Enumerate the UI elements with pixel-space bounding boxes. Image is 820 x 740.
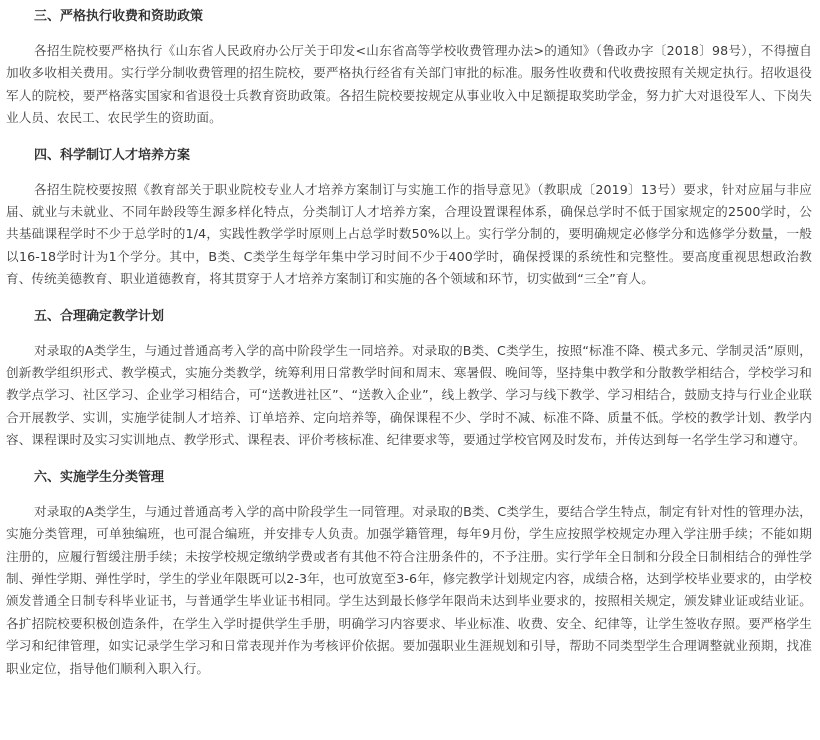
section-heading: 三、严格执行收费和资助政策: [34, 9, 204, 24]
section-paragraph: 各招生院校要严格执行《山东省人民政府办公厅关于印发<山东省高等学校收费管理办法>的通知》（鲁政办字〔2018〕98号），不得擅自加收多收相关费用。实行学分制收费管理的招生院校，要严格执行经省有关部门审批的标准。服务性收费和代收费按照有关规定执行。招收退役军人的院校，要严格落实国家和省退役士兵教育资助政策。各招生院校要按规定从事业收入中足额提取奖助学金，努力扩大对退役军人、下岗失业人员、农民工、农民学生的资助面。: [6, 43, 812, 126]
section-paragraph: 对录取的A类学生，与通过普通高考入学的高中阶段学生一同管理。对录取的B类、C类学生，要结合学生特点，制定有针对性的管理办法，实施分类管理，可单独编班，也可混合编班，并安排专人负责。加强学籍管理，每年9月份，学生应按照学校规定办理入学注册手续；不能如期注册的，应履行暂缓注册手续；未按学校规定缴纳学费或者有其他不符合注册条件的，不予注册。实行学年全日制和分段全日制相结合的弹性学制、弹性学期、弹性学时，学生的学业年限既可以2-3年，也可放宽至3-6年，修完教学计划规定内容，成绩合格，达到学校毕业要求的，由学校颁发普通全日制专科毕业证书，与普通学生毕业证书相同。学生达到最长修学年限尚未达到毕业要求的，按照相关规定，颁发肄业证或结业证。各扩招院校要积极创造条件，在学生入学时提供学生手册，明确学习内容要求、毕业标准、收费、安全、纪律等，让学生签收存照。要严格学生学习和纪律管理，如实记录学生学习和日常表现并作为考核评价依据。要加强职业生涯规划和引导，帮助不同类型学生合理调整就业预期，找准职业定位，指导他们顺利入职入行。: [6, 503, 812, 676]
section-heading: 五、合理确定教学计划: [34, 308, 165, 324]
section-heading: 四、科学制订人才培养方案: [34, 147, 191, 163]
section-paragraph: 对录取的A类学生，与通过普通高考入学的高中阶段学生一同培养。对录取的B类、C类学生，按照“标准不降、模式多元、学制灵活”原则，创新教学组织形式、教学模式，实施分类教学，统筹利用日常教学时间和周末、寒暑假、晚间等，坚持集中教学和分散教学相结合，学校学习和教学点学习、社区学习、企业学习相结合，可“送教进社区”、“送教入企业”，线上教学、学习与线下教学、学习相结合，鼓励支持与行业企业联合开展教学、实训，实施学徒制人才培养、订单培养、定向培养等，确保课程不少、学时不减、标准不降、质量不低。学校的教学计划、教学内容、课程课时及实习实训地点、教学形式、课程表、评价考核标准、纪律要求等，要通过学校官网及时发布，并传达到每一名学生学习和遵守。: [6, 342, 812, 448]
section-heading: 六、实施学生分类管理: [34, 469, 165, 485]
section-paragraph: 各招生院校要按照《教育部关于职业院校专业人才培养方案制订与实施工作的指导意见》（教职成〔2019〕13号）要求，针对应届与非应届、就业与未就业、不同年龄段等生源多样化特点，分类制订人才培养方案，合理设置课程体系，确保总学时不低于国家规定的2500学时，公共基础课程学时不少于总学时的1/4，实践性教学学时原则上占总学时数50%以上。实行学分制的，要明确规定必修学分和选修学分数量，一般以16-18学时计为1个学分。其中，B类、C类学生每学年集中学习时间不少于400学时，确保授课的系统性和完整性。要高度重视思想政治教育、传统美德教育、职业道德教育，将其贯穿于人才培养方案制订和实施的各个领域和环节，切实做到“三全”育人。: [6, 181, 812, 287]
